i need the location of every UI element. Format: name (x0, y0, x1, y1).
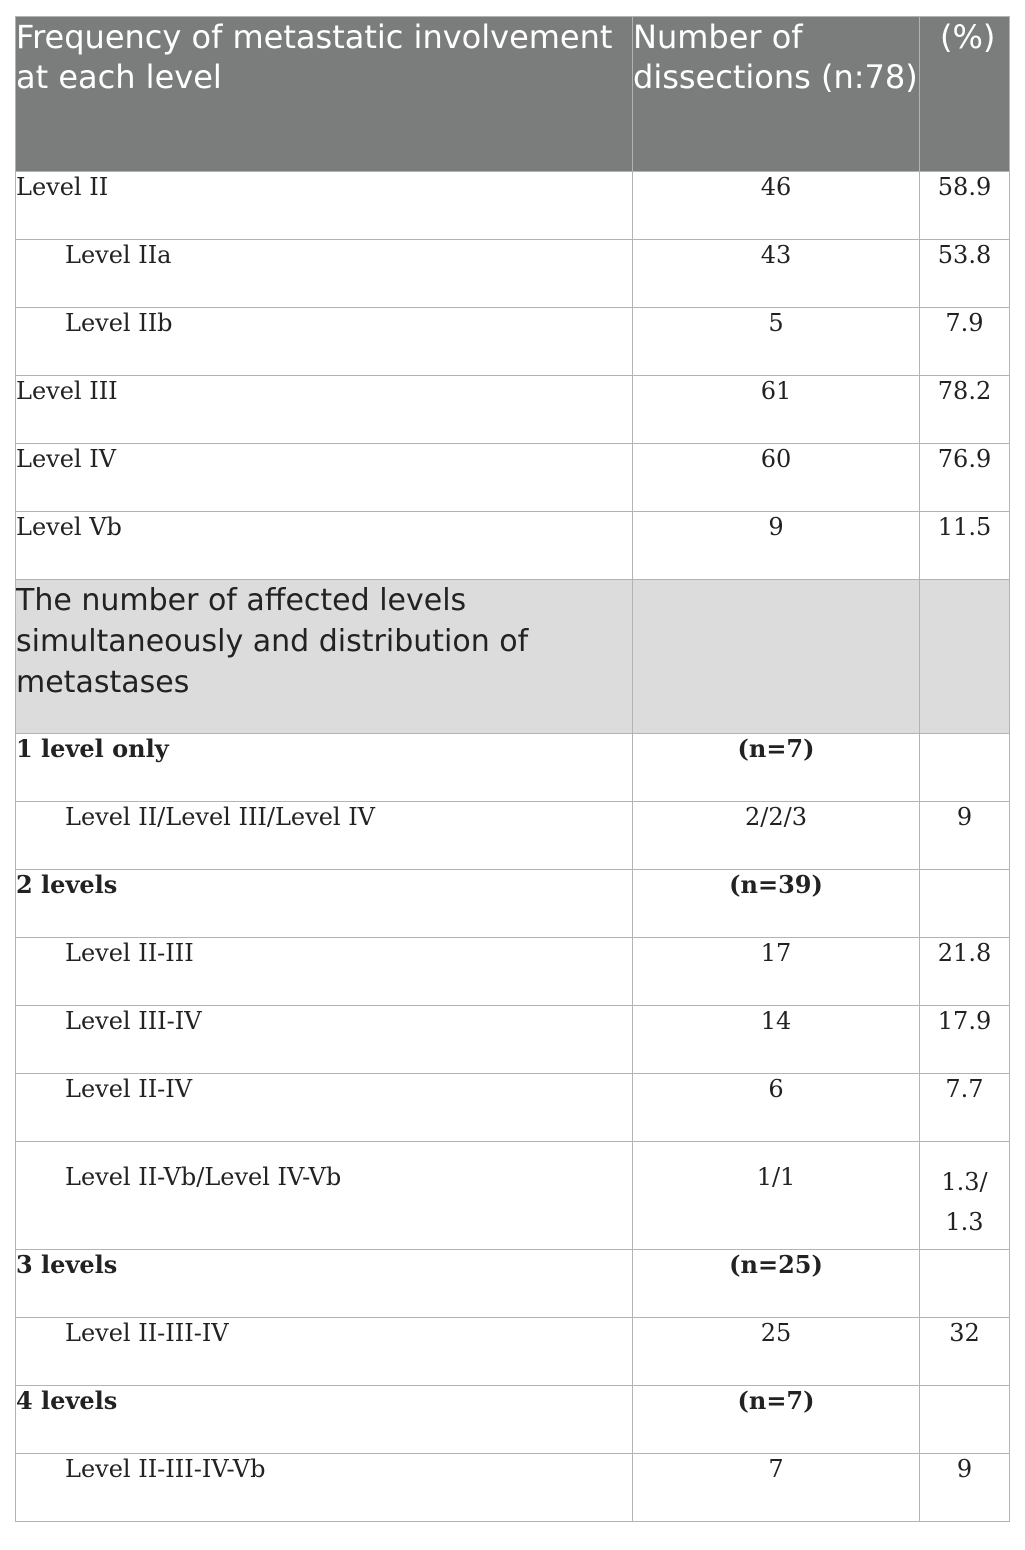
row-percent: 11.5 (920, 512, 1010, 580)
row-number: 60 (633, 444, 920, 512)
table-row (16, 1318, 1010, 1386)
row-label: Level II-III-IV (16, 1318, 633, 1386)
table-row (16, 1142, 1010, 1250)
table-row (16, 512, 1010, 580)
row-label: 1 level only (16, 734, 633, 802)
table-row (16, 376, 1010, 444)
row-label: Level II-Vb/Level IV-Vb (16, 1142, 633, 1250)
row-label: Level IV (16, 444, 633, 512)
table-row (16, 1454, 1010, 1522)
row-number: 7 (633, 1454, 920, 1522)
row-percent: 9 (920, 1454, 1010, 1522)
row-percent: 9 (920, 802, 1010, 870)
table-row (16, 1074, 1010, 1142)
row-percent: 53.8 (920, 240, 1010, 308)
row-percent: 78.2 (920, 376, 1010, 444)
row-number: (n=7) (633, 734, 920, 802)
row-number: 6 (633, 1074, 920, 1142)
row-number: 25 (633, 1318, 920, 1386)
row-percent: 58.9 (920, 172, 1010, 240)
row-label: Level II-III-IV-Vb (16, 1454, 633, 1522)
row-percent (920, 1386, 1010, 1454)
row-percent (920, 1142, 1010, 1250)
row-percent (920, 1250, 1010, 1318)
row-number: (n=39) (633, 870, 920, 938)
row-label: 3 levels (16, 1250, 633, 1318)
row-percent-line2: 1.3 (945, 1208, 984, 1236)
section-empty-cell (920, 580, 1010, 734)
row-percent (920, 870, 1010, 938)
row-percent: 7.7 (920, 1074, 1010, 1142)
row-percent: 7.9 (920, 308, 1010, 376)
header-frequency: Frequency of metastatic involvement at each level (16, 17, 633, 172)
table-row (16, 802, 1010, 870)
row-number: 2/2/3 (633, 802, 920, 870)
row-number: 17 (633, 938, 920, 1006)
row-label: Level III-IV (16, 1006, 633, 1074)
row-number: 43 (633, 240, 920, 308)
row-number: 9 (633, 512, 920, 580)
section-title: The number of affected levels simultaneously and distribution of metastases (16, 580, 633, 734)
row-percent: 76.9 (920, 444, 1010, 512)
metastasis-table (15, 16, 1010, 1522)
table-row (16, 240, 1010, 308)
row-number: (n=7) (633, 1386, 920, 1454)
row-label: 4 levels (16, 1386, 633, 1454)
row-number: 1/1 (633, 1142, 920, 1250)
header-number-of-dissections: Number of dissections (n:78) (633, 17, 920, 172)
row-label: Level II-IV (16, 1074, 633, 1142)
section-header-row (16, 580, 1010, 734)
table-row (16, 938, 1010, 1006)
row-number: 14 (633, 1006, 920, 1074)
row-number: (n=25) (633, 1250, 920, 1318)
table-row (16, 172, 1010, 240)
table-row (16, 444, 1010, 512)
row-label: Level Vb (16, 512, 633, 580)
section-empty-cell (633, 580, 920, 734)
row-label: Level II-III (16, 938, 633, 1006)
row-label: 2 levels (16, 870, 633, 938)
header-percent: (%) (920, 17, 1010, 172)
row-label: Level IIa (16, 240, 633, 308)
table-row (16, 870, 1010, 938)
table-row (16, 734, 1010, 802)
row-percent: 17.9 (920, 1006, 1010, 1074)
row-number: 5 (633, 308, 920, 376)
table-row (16, 1386, 1010, 1454)
table-row (16, 1006, 1010, 1074)
row-percent-line1: 1.3/ (941, 1168, 988, 1196)
row-percent: 32 (920, 1318, 1010, 1386)
row-label: Level IIb (16, 308, 633, 376)
row-label: Level III (16, 376, 633, 444)
table-header-row (16, 17, 1010, 172)
table-row (16, 308, 1010, 376)
table-row (16, 1250, 1010, 1318)
row-number: 46 (633, 172, 920, 240)
row-percent (920, 734, 1010, 802)
row-label: Level II (16, 172, 633, 240)
row-percent: 21.8 (920, 938, 1010, 1006)
row-label: Level II/Level III/Level IV (16, 802, 633, 870)
row-number: 61 (633, 376, 920, 444)
